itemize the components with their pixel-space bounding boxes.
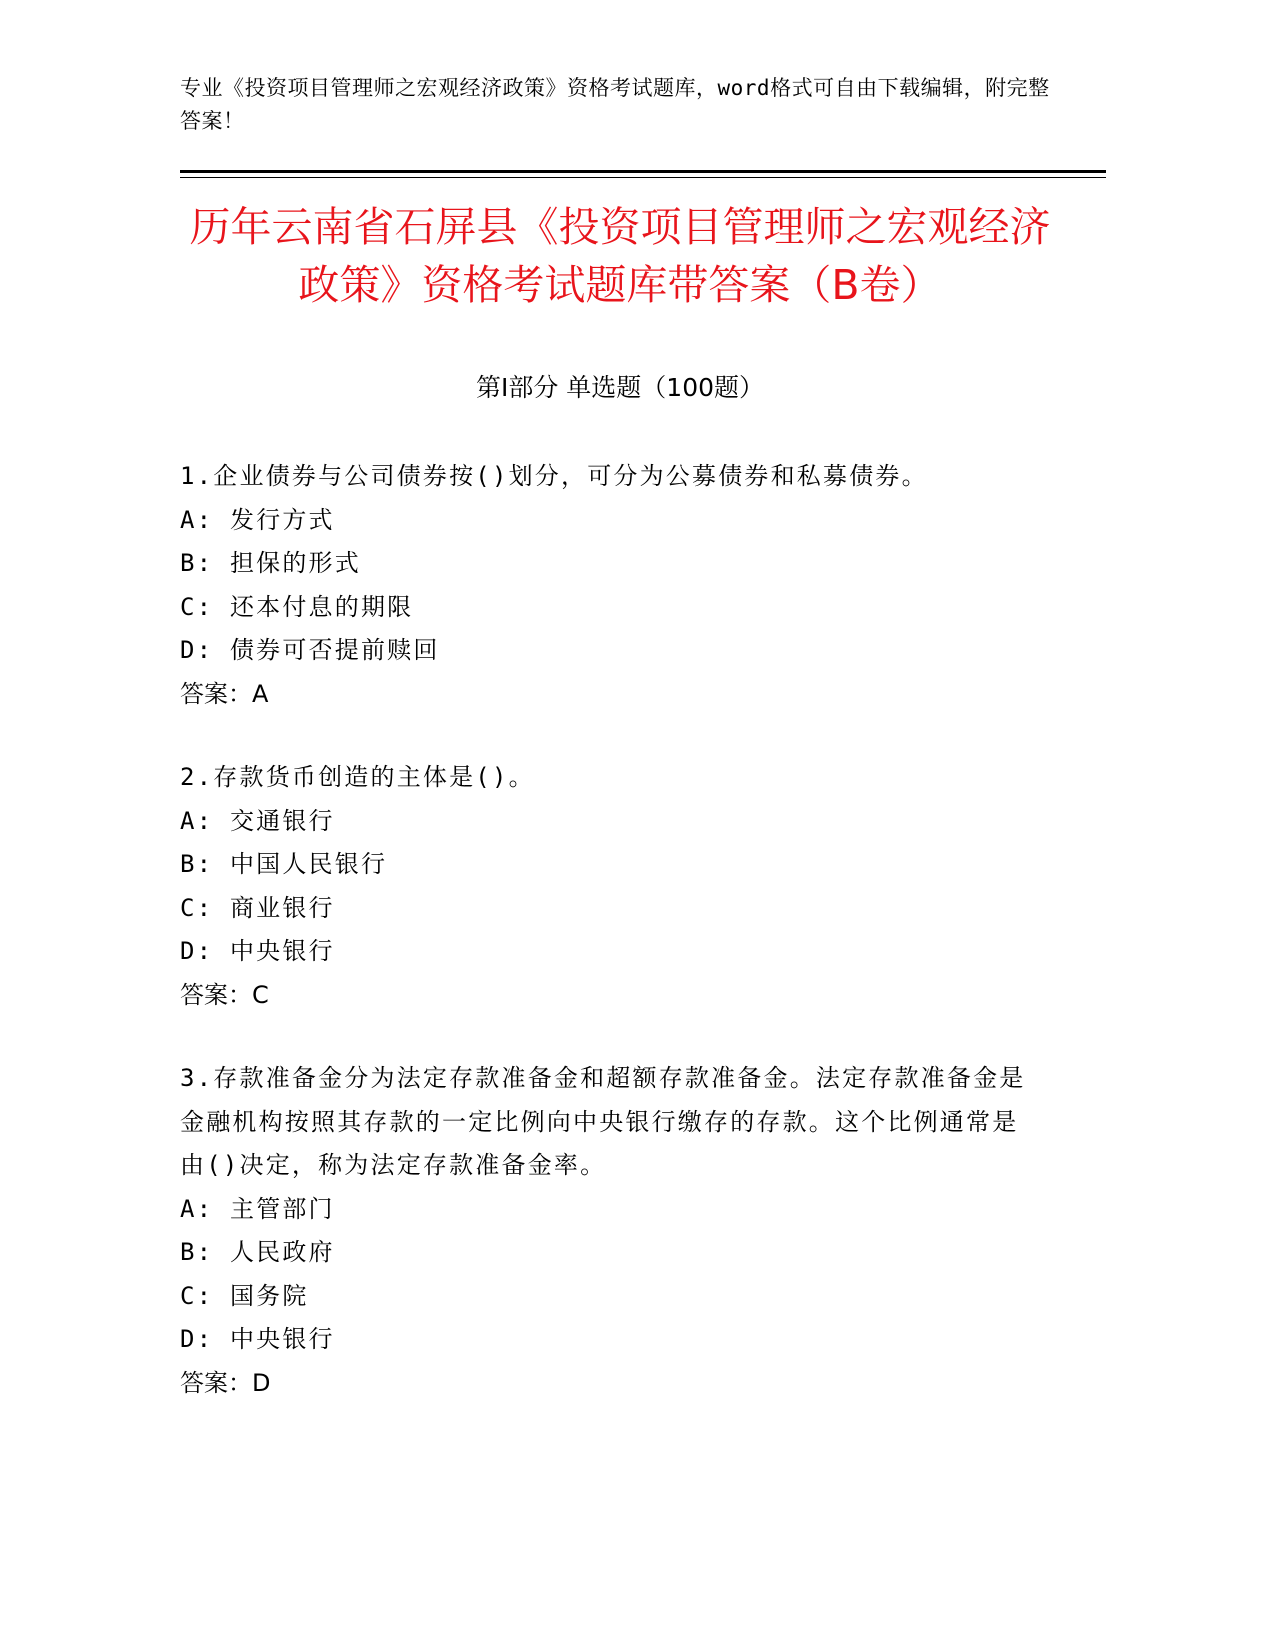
question-1	[180, 455, 1030, 716]
header-divider-thin	[180, 177, 1106, 178]
section-title: 第Ⅰ部分 单选题（100题）	[475, 373, 765, 402]
document-title: 历年云南省石屏县《投资项目管理师之宏观经济政策》资格考试题库带答案（B卷）	[189, 203, 1051, 309]
question-2	[180, 756, 1030, 1017]
question-stem: 1.企业债券与公司债券按()划分，可分为公募债券和私募债券。	[180, 462, 928, 490]
option-b: B: 中国人民银行	[180, 850, 388, 878]
answer: 答案：A	[180, 679, 269, 708]
option-a: A: 交通银行	[180, 806, 335, 835]
header-divider-thick	[180, 170, 1106, 173]
question-list	[180, 455, 1030, 1445]
question-3	[180, 1057, 1030, 1405]
option-d: D: 中央银行	[180, 1325, 335, 1353]
option-d: D: 债券可否提前赎回	[180, 636, 440, 664]
option-b: B: 人民政府	[180, 1238, 335, 1266]
option-c: C: 商业银行	[180, 893, 335, 922]
option-c: C: 国务院	[180, 1281, 309, 1310]
option-d: D: 中央银行	[180, 937, 335, 965]
answer: 答案：D	[180, 1368, 271, 1397]
question-stem: 3.存款准备金分为法定存款准备金和超额存款准备金。法定存款准备金是金融机构按照其存款的一定比例向中央银行缴存的存款。这个比例通常是由()决定，称为法定存款准备金率。	[180, 1064, 1026, 1179]
header-note: 专业《投资项目管理师之宏观经济政策》资格考试题库，word格式可自由下载编辑，附完整答案！	[180, 76, 1050, 133]
option-a: A: 发行方式	[180, 505, 335, 534]
option-c: C: 还本付息的期限	[180, 592, 414, 621]
option-a: A: 主管部门	[180, 1194, 335, 1223]
question-stem: 2.存款货币创造的主体是()。	[180, 763, 535, 791]
option-b: B: 担保的形式	[180, 549, 361, 577]
answer: 答案：C	[180, 980, 269, 1009]
